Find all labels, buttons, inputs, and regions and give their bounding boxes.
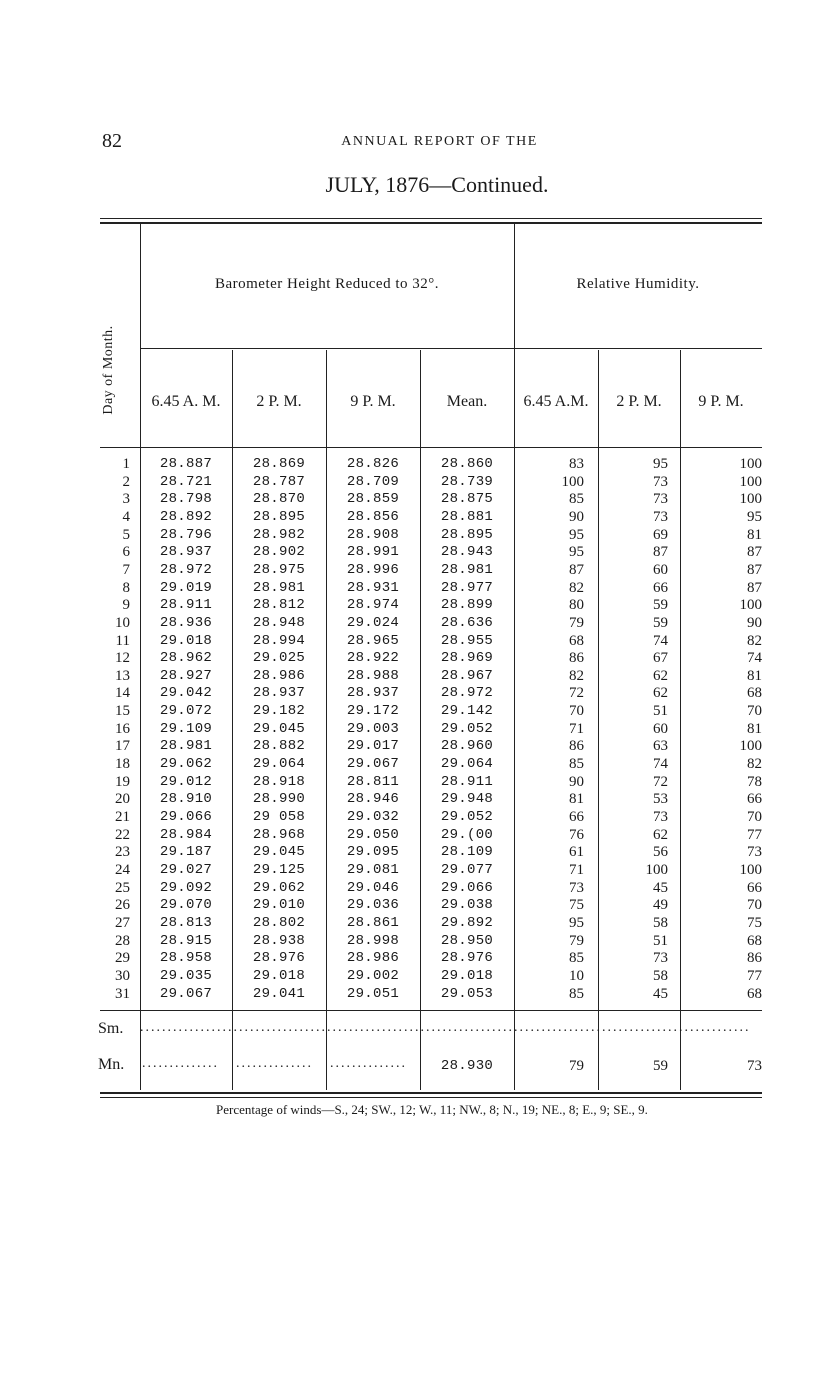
hum-9pm-cell: 68 xyxy=(747,985,762,1002)
hum-9pm-cell: 95 xyxy=(747,508,762,525)
baro-9pm-cell: 28.826 xyxy=(346,456,400,472)
day-cell: 28 xyxy=(115,932,130,949)
baro-2pm-cell: 29.182 xyxy=(252,703,306,720)
baro-2pm-cell: 28.994 xyxy=(252,632,306,649)
hum-645am-cell: 85 xyxy=(569,950,584,967)
hum-2pm-cell: 53 xyxy=(653,791,668,808)
hum-2pm-cell: 62 xyxy=(653,685,668,702)
winds-footnote: Percentage of winds—S., 24; SW., 12; W., 11; NW., 8; N., 19; NE., 8; E., 9; SE., 9. xyxy=(216,1102,648,1117)
day-cell: 11 xyxy=(115,632,130,649)
day-cell: 30 xyxy=(115,967,130,984)
day-cell: 2 xyxy=(122,473,130,490)
day-cell: 25 xyxy=(115,879,130,896)
mean-row-dots-1: .............. xyxy=(142,1056,219,1071)
hum-2pm-cell: 69 xyxy=(653,526,668,543)
baro-645am-cell: 29.062 xyxy=(159,756,213,773)
mean-hum-9pm: 73 xyxy=(747,1058,762,1074)
hum-645am-cell: 87 xyxy=(569,561,584,578)
hum-9pm-cell: 70 xyxy=(747,703,762,720)
baro-9pm-cell: 28.996 xyxy=(346,561,400,578)
hum-645am-cell: 85 xyxy=(569,756,584,773)
baro-9pm-cell: 28.965 xyxy=(346,632,400,649)
baro-2pm-cell: 28.990 xyxy=(252,791,306,808)
hum-645am-cell: 66 xyxy=(569,809,584,825)
hum-9pm-cell: 87 xyxy=(747,579,762,596)
baro-645am-cell: 28.798 xyxy=(159,491,213,508)
baro-mean-cell: 28.860 xyxy=(440,456,494,472)
baro-9pm-cell: 28.856 xyxy=(346,508,400,525)
mean-row-dots-2: .............. xyxy=(236,1056,313,1071)
hum-2pm-cell: 73 xyxy=(653,473,668,490)
group-header-rule xyxy=(140,348,762,349)
baro-2pm-cell: 29.125 xyxy=(252,861,306,878)
baro-mean-cell: 28.976 xyxy=(440,950,494,967)
baro-645am-cell: 28.910 xyxy=(159,791,213,808)
hum-645am-cell: 95 xyxy=(569,526,584,543)
hum-9pm-cell: 82 xyxy=(747,632,762,649)
hum-9pm-cell: 75 xyxy=(747,914,762,931)
hum-9pm-cell: 77 xyxy=(747,967,762,984)
baro-645am-cell: 28.911 xyxy=(159,597,213,614)
hum-2pm-cell: 95 xyxy=(653,456,668,472)
baro-645am-cell: 29.187 xyxy=(159,844,213,861)
baro-645am-cell: 29.067 xyxy=(159,985,213,1002)
baro-645am-cell: 28.915 xyxy=(159,932,213,949)
baro-9pm-cell: 29.095 xyxy=(346,844,400,861)
baro-9pm-cell: 28.908 xyxy=(346,526,400,543)
hum-2pm-cell: 74 xyxy=(653,756,668,773)
baro-2pm-cell: 28.902 xyxy=(252,544,306,561)
mean-hum-645am: 79 xyxy=(569,1058,584,1074)
hum-645am-cell: 95 xyxy=(569,914,584,931)
baro-mean-cell: 28.899 xyxy=(440,597,494,614)
hum-645am-cell: 90 xyxy=(569,773,584,790)
baro-mean-cell: 28.881 xyxy=(440,508,494,525)
baro-2pm-cell: 28.981 xyxy=(252,579,306,596)
day-cell: 19 xyxy=(115,773,130,790)
day-cell: 9 xyxy=(122,597,130,614)
day-of-month-label: Day of Month. xyxy=(101,325,116,415)
baro-645am-cell: 28.984 xyxy=(159,826,213,843)
hum-645am-cell: 85 xyxy=(569,491,584,508)
page-number: 82 xyxy=(102,130,122,152)
baro-645am-cell: 28.796 xyxy=(159,526,213,543)
day-cell: 27 xyxy=(115,914,130,931)
hum-9pm-cell: 81 xyxy=(747,667,762,684)
baro-9pm-cell: 29.036 xyxy=(346,897,400,914)
day-cell: 26 xyxy=(115,897,130,914)
hum-645am-cell: 70 xyxy=(569,703,584,720)
baro-9pm-cell: 28.988 xyxy=(346,667,400,684)
hum-2pm-cell: 45 xyxy=(653,985,668,1002)
baro-9pm-cell: 28.974 xyxy=(346,597,400,614)
baro-2pm-cell: 28.918 xyxy=(252,773,306,790)
hum-2pm-cell: 62 xyxy=(653,826,668,843)
baro-9pm-cell: 28.811 xyxy=(346,773,400,790)
baro-2pm-cell: 29 058 xyxy=(252,809,306,825)
baro-645am-cell: 28.813 xyxy=(159,914,213,931)
hum-645am-cell: 81 xyxy=(569,791,584,808)
table-top-rule-2 xyxy=(100,222,762,224)
hum-9pm-cell: 74 xyxy=(747,650,762,667)
baro-mean-cell: 29.077 xyxy=(440,861,494,878)
hum-645am-cell: 90 xyxy=(569,508,584,525)
hum-645am-cell: 86 xyxy=(569,738,584,755)
mean-baro-value: 28.930 xyxy=(440,1058,494,1074)
hum-645am-cell: 85 xyxy=(569,985,584,1002)
hum-9pm-cell: 100 xyxy=(739,738,762,755)
day-cell: 18 xyxy=(115,756,130,773)
baro-mean-cell: 28.960 xyxy=(440,738,494,755)
hum-2pm-cell: 72 xyxy=(653,773,668,790)
baro-9pm-cell: 29.024 xyxy=(346,614,400,631)
running-head: ANNUAL REPORT OF THE xyxy=(341,134,538,149)
day-cell: 31 xyxy=(115,985,130,1002)
baro-mean-cell: 28.969 xyxy=(440,650,494,667)
baro-9pm-cell: 28.946 xyxy=(346,791,400,808)
hum-9pm-cell: 100 xyxy=(739,456,762,472)
baro-2pm-cell: 28.787 xyxy=(252,473,306,490)
hum-2pm-cell: 73 xyxy=(653,491,668,508)
hum-645am-cell: 83 xyxy=(569,456,584,472)
hum-2pm-cell: 73 xyxy=(653,809,668,825)
hum-2pm-cell: 49 xyxy=(653,897,668,914)
day-cell: 15 xyxy=(115,703,130,720)
baro-9pm-cell: 28.922 xyxy=(346,650,400,667)
baro-645am-cell: 29.019 xyxy=(159,579,213,596)
baro-2pm-cell: 28.802 xyxy=(252,914,306,931)
hum-9pm-cell: 81 xyxy=(747,526,762,543)
baro-9pm-cell: 29.050 xyxy=(346,826,400,843)
hum-9pm-cell: 73 xyxy=(747,844,762,861)
mean-row-dots-3: .............. xyxy=(330,1056,407,1071)
baro-mean-cell: 28.972 xyxy=(440,685,494,702)
baro-mean-cell: 28.636 xyxy=(440,614,494,631)
baro-645am-cell: 29.012 xyxy=(159,773,213,790)
baro-mean-cell: 28.875 xyxy=(440,491,494,508)
hum-645am-cell: 72 xyxy=(569,685,584,702)
hum-9pm-cell: 100 xyxy=(739,491,762,508)
hum-645am-cell: 82 xyxy=(569,667,584,684)
baro-2pm-cell: 28.976 xyxy=(252,950,306,967)
day-cell: 14 xyxy=(115,685,130,702)
day-cell: 4 xyxy=(122,508,130,525)
hum-645am-cell: 75 xyxy=(569,897,584,914)
sum-row-dots: ............................................................................................................... xyxy=(140,1020,751,1035)
day-cell: 17 xyxy=(115,738,130,755)
hum-2pm-cell: 45 xyxy=(653,879,668,896)
day-cell: 1 xyxy=(122,456,130,472)
table-bottom-rule xyxy=(100,1092,762,1094)
hum-2pm-cell: 66 xyxy=(653,579,668,596)
baro-mean-cell: 29.018 xyxy=(440,967,494,984)
baro-mean-cell: 29.064 xyxy=(440,756,494,773)
baro-mean-cell: 29.(00 xyxy=(440,826,494,843)
day-cell: 24 xyxy=(115,861,130,878)
day-cell: 16 xyxy=(115,720,130,737)
baro-645am-cell: 28.937 xyxy=(159,544,213,561)
day-cell: 10 xyxy=(115,614,130,631)
hum-9pm-cell: 87 xyxy=(747,561,762,578)
hum-9pm-cell: 90 xyxy=(747,614,762,631)
baro-9pm-cell: 29.003 xyxy=(346,720,400,737)
baro-mean-cell: 28.955 xyxy=(440,632,494,649)
col-header-baro-645am: 6.45 A. M. xyxy=(151,393,221,410)
hum-645am-cell: 10 xyxy=(569,967,584,984)
hum-2pm-cell: 87 xyxy=(653,544,668,561)
baro-645am-cell: 28.962 xyxy=(159,650,213,667)
baro-2pm-cell: 28.975 xyxy=(252,561,306,578)
table-top-rule xyxy=(100,218,762,219)
baro-mean-cell: 29.052 xyxy=(440,809,494,825)
hum-9pm-cell: 68 xyxy=(747,685,762,702)
day-cell: 13 xyxy=(115,667,130,684)
baro-2pm-cell: 28.895 xyxy=(252,508,306,525)
hum-9pm-cell: 82 xyxy=(747,756,762,773)
baro-9pm-cell: 29.002 xyxy=(346,967,400,984)
hum-2pm-cell: 51 xyxy=(653,703,668,720)
baro-2pm-cell: 28.869 xyxy=(252,456,306,472)
day-cell: 12 xyxy=(115,650,130,667)
day-cell: 29 xyxy=(115,950,130,967)
baro-mean-cell: 28.967 xyxy=(440,667,494,684)
baro-645am-cell: 28.892 xyxy=(159,508,213,525)
baro-645am-cell: 29.035 xyxy=(159,967,213,984)
baro-2pm-cell: 29.045 xyxy=(252,720,306,737)
baro-645am-cell: 28.958 xyxy=(159,950,213,967)
baro-645am-cell: 29.070 xyxy=(159,897,213,914)
hum-645am-cell: 73 xyxy=(569,879,584,896)
baro-2pm-cell: 29.045 xyxy=(252,844,306,861)
hum-2pm-cell: 60 xyxy=(653,720,668,737)
hum-2pm-cell: 73 xyxy=(653,950,668,967)
baro-mean-cell: 29.948 xyxy=(440,791,494,808)
col-header-hum-645am: 6.45 A.M. xyxy=(523,393,589,410)
hum-2pm-cell: 60 xyxy=(653,561,668,578)
barometer-group-header: Barometer Height Reduced to 32°. xyxy=(214,276,440,292)
baro-645am-cell: 29.018 xyxy=(159,632,213,649)
day-cell: 21 xyxy=(115,809,130,825)
baro-9pm-cell: 28.709 xyxy=(346,473,400,490)
day-cell: 20 xyxy=(115,791,130,808)
hum-9pm-cell: 70 xyxy=(747,809,762,825)
hum-9pm-cell: 100 xyxy=(739,597,762,614)
baro-645am-cell: 29.072 xyxy=(159,703,213,720)
baro-9pm-cell: 28.986 xyxy=(346,950,400,967)
baro-2pm-cell: 28.882 xyxy=(252,738,306,755)
hum-9pm-cell: 70 xyxy=(747,897,762,914)
baro-2pm-cell: 28.982 xyxy=(252,526,306,543)
baro-2pm-cell: 29.025 xyxy=(252,650,306,667)
baro-9pm-cell: 28.859 xyxy=(346,491,400,508)
hum-2pm-cell: 100 xyxy=(645,861,668,878)
col-header-hum-9pm: 9 P. M. xyxy=(698,393,744,410)
hum-2pm-cell: 58 xyxy=(653,914,668,931)
hum-9pm-cell: 78 xyxy=(747,773,762,790)
hum-2pm-cell: 73 xyxy=(653,508,668,525)
hum-645am-cell: 79 xyxy=(569,614,584,631)
hum-2pm-cell: 74 xyxy=(653,632,668,649)
table-bottom-rule-2 xyxy=(100,1097,762,1098)
hum-2pm-cell: 62 xyxy=(653,667,668,684)
hum-2pm-cell: 67 xyxy=(653,650,668,667)
baro-mean-cell: 28.911 xyxy=(440,773,494,790)
baro-9pm-cell: 29.046 xyxy=(346,879,400,896)
baro-645am-cell: 28.721 xyxy=(159,473,213,490)
baro-2pm-cell: 28.986 xyxy=(252,667,306,684)
baro-mean-cell: 29.038 xyxy=(440,897,494,914)
day-of-month-header xyxy=(86,300,132,440)
hum-2pm-cell: 59 xyxy=(653,614,668,631)
baro-mean-cell: 28.981 xyxy=(440,561,494,578)
hum-9pm-cell: 100 xyxy=(739,861,762,878)
baro-mean-cell: 29.066 xyxy=(440,879,494,896)
baro-mean-cell: 28.950 xyxy=(440,932,494,949)
baro-9pm-cell: 29.067 xyxy=(346,756,400,773)
day-cell: 8 xyxy=(122,579,130,596)
day-cell: 23 xyxy=(115,844,130,861)
baro-9pm-cell: 28.937 xyxy=(346,685,400,702)
hum-2pm-cell: 59 xyxy=(653,597,668,614)
sum-row-label: Sm. xyxy=(98,1020,124,1037)
baro-9pm-cell: 28.998 xyxy=(346,932,400,949)
hum-9pm-cell: 86 xyxy=(747,950,762,967)
baro-2pm-cell: 28.968 xyxy=(252,826,306,843)
page-subtitle: JULY, 1876—Continued. xyxy=(325,172,549,197)
hum-9pm-cell: 100 xyxy=(739,473,762,490)
day-cell: 3 xyxy=(122,491,130,508)
hum-645am-cell: 61 xyxy=(569,844,584,861)
hum-645am-cell: 71 xyxy=(569,861,584,878)
baro-9pm-cell: 28.861 xyxy=(346,914,400,931)
baro-645am-cell: 29.027 xyxy=(159,861,213,878)
baro-645am-cell: 28.887 xyxy=(159,456,213,472)
hum-2pm-cell: 63 xyxy=(653,738,668,755)
mean-hum-2pm: 59 xyxy=(653,1058,668,1074)
hum-9pm-cell: 66 xyxy=(747,791,762,808)
baro-645am-cell: 29.092 xyxy=(159,879,213,896)
baro-645am-cell: 28.981 xyxy=(159,738,213,755)
day-cell: 6 xyxy=(122,544,130,561)
col-header-baro-2pm: 2 P. M. xyxy=(256,393,302,410)
baro-mean-cell: 28.943 xyxy=(440,544,494,561)
baro-645am-cell: 28.972 xyxy=(159,561,213,578)
hum-9pm-cell: 81 xyxy=(747,720,762,737)
baro-9pm-cell: 29.081 xyxy=(346,861,400,878)
baro-645am-cell: 28.936 xyxy=(159,614,213,631)
baro-mean-cell: 28.739 xyxy=(440,473,494,490)
baro-2pm-cell: 28.812 xyxy=(252,597,306,614)
baro-645am-cell: 29.109 xyxy=(159,720,213,737)
baro-9pm-cell: 29.017 xyxy=(346,738,400,755)
hum-645am-cell: 79 xyxy=(569,932,584,949)
hum-645am-cell: 68 xyxy=(569,632,584,649)
column-header-rule xyxy=(100,447,762,448)
baro-2pm-cell: 28.870 xyxy=(252,491,306,508)
hum-645am-cell: 80 xyxy=(569,597,584,614)
day-cell: 22 xyxy=(115,826,130,843)
baro-mean-cell: 29.142 xyxy=(440,703,494,720)
hum-645am-cell: 86 xyxy=(569,650,584,667)
hum-2pm-cell: 51 xyxy=(653,932,668,949)
hum-645am-cell: 76 xyxy=(569,826,584,843)
baro-645am-cell: 29.066 xyxy=(159,809,213,825)
baro-2pm-cell: 29.010 xyxy=(252,897,306,914)
baro-2pm-cell: 29.018 xyxy=(252,967,306,984)
baro-9pm-cell: 29.032 xyxy=(346,809,400,825)
baro-2pm-cell: 28.937 xyxy=(252,685,306,702)
day-cell: 7 xyxy=(122,561,130,578)
hum-645am-cell: 100 xyxy=(561,473,584,490)
hum-9pm-cell: 68 xyxy=(747,932,762,949)
humidity-group-header: Relative Humidity. xyxy=(576,276,700,292)
col-header-baro-9pm: 9 P. M. xyxy=(350,393,396,410)
baro-9pm-cell: 29.172 xyxy=(346,703,400,720)
baro-645am-cell: 28.927 xyxy=(159,667,213,684)
hum-9pm-cell: 66 xyxy=(747,879,762,896)
baro-mean-cell: 29.053 xyxy=(440,985,494,1002)
baro-2pm-cell: 28.938 xyxy=(252,932,306,949)
mean-row-label: Mn. xyxy=(98,1056,125,1073)
hum-645am-cell: 71 xyxy=(569,720,584,737)
baro-2pm-cell: 29.062 xyxy=(252,879,306,896)
col-header-hum-2pm: 2 P. M. xyxy=(616,393,662,410)
baro-mean-cell: 29.892 xyxy=(440,914,494,931)
hum-2pm-cell: 58 xyxy=(653,967,668,984)
data-bottom-rule xyxy=(100,1010,762,1011)
hum-9pm-cell: 87 xyxy=(747,544,762,561)
baro-9pm-cell: 28.991 xyxy=(346,544,400,561)
baro-645am-cell: 29.042 xyxy=(159,685,213,702)
hum-2pm-cell: 56 xyxy=(653,844,668,861)
hum-645am-cell: 82 xyxy=(569,579,584,596)
hum-9pm-cell: 77 xyxy=(747,826,762,843)
baro-9pm-cell: 28.931 xyxy=(346,579,400,596)
hum-645am-cell: 95 xyxy=(569,544,584,561)
baro-mean-cell: 29.052 xyxy=(440,720,494,737)
baro-2pm-cell: 29.041 xyxy=(252,985,306,1002)
baro-mean-cell: 28.977 xyxy=(440,579,494,596)
day-cell: 5 xyxy=(122,526,130,543)
baro-mean-cell: 28.109 xyxy=(440,844,494,861)
baro-9pm-cell: 29.051 xyxy=(346,985,400,1002)
baro-mean-cell: 28.895 xyxy=(440,526,494,543)
baro-2pm-cell: 29.064 xyxy=(252,756,306,773)
baro-2pm-cell: 28.948 xyxy=(252,614,306,631)
col-header-baro-mean: Mean. xyxy=(446,393,488,410)
